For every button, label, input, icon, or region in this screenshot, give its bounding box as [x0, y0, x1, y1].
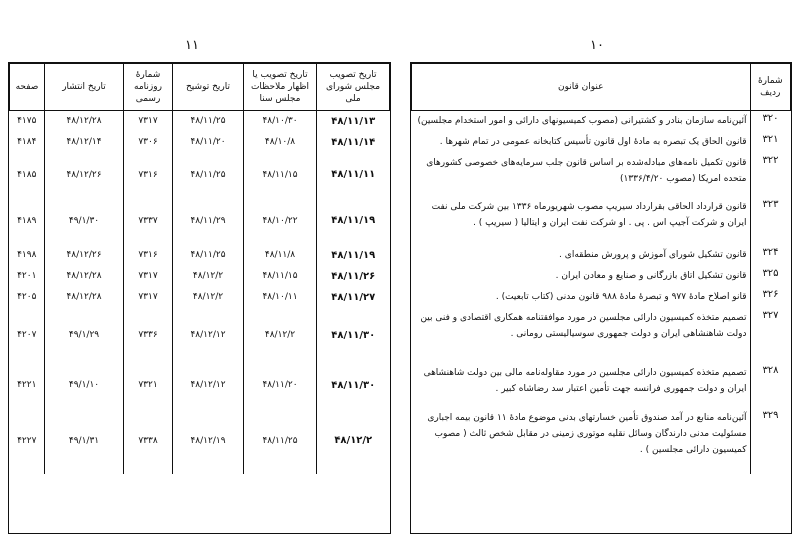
publish-date: ۴۸/۱۲/۲۸ — [45, 266, 124, 287]
page-number: ۴۱۸۹ — [17, 215, 37, 226]
senate-date: ۴۸/۱۱/۲۵ — [244, 408, 317, 474]
header-gazette-number: شمارهٔ روزنامه رسمی — [124, 64, 173, 111]
dates-row — [10, 153, 390, 197]
dates-row — [10, 287, 390, 308]
page-number: ۴۲۰۱ — [17, 271, 37, 281]
law-row — [412, 408, 791, 474]
right-page-table — [410, 62, 792, 534]
law-title: قانون الحاق یک تبصره به مادهٔ اول قانون تأسیس کتابخانه عمومی در تمام شهرها . — [439, 136, 747, 147]
right-page-number: ۱۰ — [590, 38, 604, 53]
row-number: ۳۲۴ — [750, 245, 791, 266]
row-number: ۳۲۲ — [750, 153, 791, 197]
page-number: ۴۱۸۴ — [17, 137, 37, 147]
senate-date: ۴۸/۱۲/۲ — [244, 308, 317, 363]
dates-row — [10, 245, 390, 266]
gazette-number: ۷۳۰۶ — [124, 132, 173, 153]
page-number: ۴۲۰۵ — [17, 292, 37, 302]
header-senate-date: تاریخ تصویب یا اظهار ملاحظات مجلس سنا — [244, 64, 317, 111]
publish-date: ۴۹/۱/۲۹ — [45, 308, 124, 363]
tawshih-date: ۴۸/۱۱/۲۵ — [173, 111, 244, 132]
law-title: آئین‌نامه سازمان بنادر و کشتیرانی (مصوب کمیسیونهای دارائی و امور استخدام مجلسین) — [417, 116, 747, 126]
row-number: ۳۲۱ — [750, 132, 791, 153]
gazette-number: ۷۳۱۷ — [124, 111, 173, 132]
row-number: ۳۲۷ — [750, 308, 791, 363]
page-number: ۴۲۲۱ — [17, 380, 37, 390]
majlis-date: ۴۸/۱۱/۳۰ — [317, 308, 390, 363]
majlis-date: ۴۸/۱۱/۱۹ — [317, 197, 390, 245]
majlis-date: ۴۸/۱۱/۲۷ — [317, 287, 390, 308]
law-title: قانون تکمیل نامه‌های مبادله‌شده بر اساس قانون جلب سرمایه‌های خصوصی کشورهای متحده امریکا (مصوب ۱۳۳۶/۴/۲۰) — [426, 157, 747, 184]
tawshih-date: ۴۸/۱۱/۲۰ — [173, 132, 244, 153]
majlis-date: ۴۸/۱۱/۱۳ — [317, 111, 390, 132]
page-number: ۴۱۹۸ — [17, 250, 37, 260]
header-page: صفحه — [10, 64, 45, 111]
dates-row — [10, 111, 390, 132]
senate-date: ۴۸/۱۰/۲۲ — [244, 197, 317, 245]
dates-row — [10, 363, 390, 408]
majlis-date: ۴۸/۱۱/۳۰ — [317, 363, 390, 408]
publish-date: ۴۸/۱۲/۲۶ — [45, 245, 124, 266]
majlis-date: ۴۸/۱۱/۱۱ — [317, 153, 390, 197]
publish-date: ۴۹/۱/۳۰ — [45, 197, 124, 245]
law-title: تصمیم متخذه کمیسیون دارائی مجلسین در مورد مقاوله‌نامه مالی بین دولت شاهنشاهی ایران و دولت جمهوری فرانسه جهت تأمین اعتبار سد رضاشاه کبیر . — [423, 367, 747, 394]
law-title: قانون تشکیل اتاق بازرگانی و صنایع و معادن ایران . — [555, 270, 747, 281]
senate-date: ۴۸/۱۱/۸ — [244, 245, 317, 266]
tawshih-date: ۴۸/۱۱/۲۹ — [173, 197, 244, 245]
left-page-table — [8, 62, 391, 534]
majlis-date: ۴۸/۱۱/۲۶ — [317, 266, 390, 287]
header-law-title: عنوان قانون — [412, 64, 751, 111]
law-row — [412, 111, 791, 132]
header-row-number: شمارهٔ ردیف — [750, 64, 791, 111]
dates-row — [10, 132, 390, 153]
publish-date: ۴۸/۱۲/۲۸ — [45, 287, 124, 308]
page-number: ۴۲۰۷ — [17, 330, 37, 340]
row-number: ۳۲۶ — [750, 287, 791, 308]
law-row — [412, 363, 791, 408]
law-row — [412, 245, 791, 266]
law-title: آئین‌نامه منابع در آمد صندوق تأمین خسارتهای بدنی موضوع مادهٔ ۱۱ قانون بیمه اجباری مسئولیت مدنی دارندگان وسائل نقلیه موتوری زمینی در مقابل شخص ثالث ( مصوب کمیسیون دارائی مجلسین ) . — [427, 412, 747, 455]
dates-row — [10, 408, 390, 474]
header-tawshih-date: تاریخ توشیح — [173, 64, 244, 111]
law-row — [412, 153, 791, 197]
publish-date: ۴۹/۱/۱۰ — [45, 363, 124, 408]
page-number: ۴۲۲۷ — [17, 435, 37, 446]
law-row — [412, 132, 791, 153]
page-number: ۴۱۸۵ — [17, 169, 37, 180]
row-number: ۳۲۵ — [750, 266, 791, 287]
tawshih-date: ۴۸/۱۱/۲۵ — [173, 245, 244, 266]
publish-date: ۴۸/۱۲/۲۶ — [45, 153, 124, 197]
tawshih-date: ۴۸/۱۲/۲ — [173, 287, 244, 308]
publish-date: ۴۹/۱/۳۱ — [45, 408, 124, 474]
publish-date: ۴۸/۱۲/۱۴ — [45, 132, 124, 153]
publish-date: ۴۸/۱۲/۲۸ — [45, 111, 124, 132]
senate-date: ۴۸/۱۱/۱۵ — [244, 153, 317, 197]
row-number: ۳۲۹ — [750, 408, 791, 474]
majlis-date: ۴۸/۱۱/۱۴ — [317, 132, 390, 153]
gazette-number: ۷۳۳۷ — [124, 197, 173, 245]
law-title: قانون تشکیل شورای آموزش و پرورش منطقه‌ای . — [559, 249, 747, 260]
gazette-number: ۷۳۳۶ — [124, 308, 173, 363]
tawshih-date: ۴۸/۱۱/۲۵ — [173, 153, 244, 197]
law-row — [412, 197, 791, 245]
law-row — [412, 266, 791, 287]
dates-row — [10, 266, 390, 287]
tawshih-date: ۴۸/۱۲/۲ — [173, 266, 244, 287]
law-title: قانو اصلاح مادهٔ ۹۷۷ و تبصرهٔ مادهٔ ۹۸۸ قانون مدنی (کتاب تابعیت) . — [495, 291, 747, 302]
gazette-number: ۷۳۱۷ — [124, 266, 173, 287]
dates-row — [10, 197, 390, 245]
row-number: ۳۲۳ — [750, 197, 791, 245]
header-publish-date: تاریخ انتشار — [45, 64, 124, 111]
law-title: قانون قرارداد الحاقی بقرارداد سیریپ مصوب شهریورماه ۱۳۳۶ بین شرکت ملی نفت ایران و شرکت آجیپ اس . پی . او شرکت نفت ایران و ایتالیا ( سیریپ ) . — [431, 201, 747, 228]
law-row — [412, 287, 791, 308]
gazette-number: ۷۳۳۸ — [124, 408, 173, 474]
tawshih-date: ۴۸/۱۲/۱۲ — [173, 308, 244, 363]
law-row — [412, 308, 791, 363]
law-title: تصمیم متخذه کمیسیون دارائی مجلسین در مورد موافقتنامه همکاری اقتصادی و فنی بین دولت شاهنشاهی ایران و دولت جمهوری سوسیالیستی رومانی . — [420, 312, 747, 339]
gazette-number: ۷۳۱۶ — [124, 245, 173, 266]
majlis-date: ۴۸/۱۱/۱۹ — [317, 245, 390, 266]
senate-date: ۴۸/۱۱/۲۰ — [244, 363, 317, 408]
header-majlis-date: تاریخ تصویب مجلس شورای ملی — [317, 64, 390, 111]
row-number: ۳۲۸ — [750, 363, 791, 408]
page-number: ۴۱۷۵ — [17, 116, 37, 127]
gazette-number: ۷۳۱۶ — [124, 153, 173, 197]
majlis-date: ۴۸/۱۲/۲ — [317, 408, 390, 474]
senate-date: ۴۸/۱۰/۱۱ — [244, 287, 317, 308]
row-number: ۳۲۰ — [750, 111, 791, 132]
left-page-number: ۱۱ — [185, 38, 199, 53]
tawshih-date: ۴۸/۱۲/۱۲ — [173, 363, 244, 408]
tawshih-date: ۴۸/۱۲/۱۹ — [173, 408, 244, 474]
senate-date: ۴۸/۱۱/۱۵ — [244, 266, 317, 287]
senate-date: ۴۸/۱۰/۳۰ — [244, 111, 317, 132]
gazette-number: ۷۳۲۱ — [124, 363, 173, 408]
dates-row — [10, 308, 390, 363]
senate-date: ۴۸/۱۰/۸ — [244, 132, 317, 153]
gazette-number: ۷۳۱۷ — [124, 287, 173, 308]
